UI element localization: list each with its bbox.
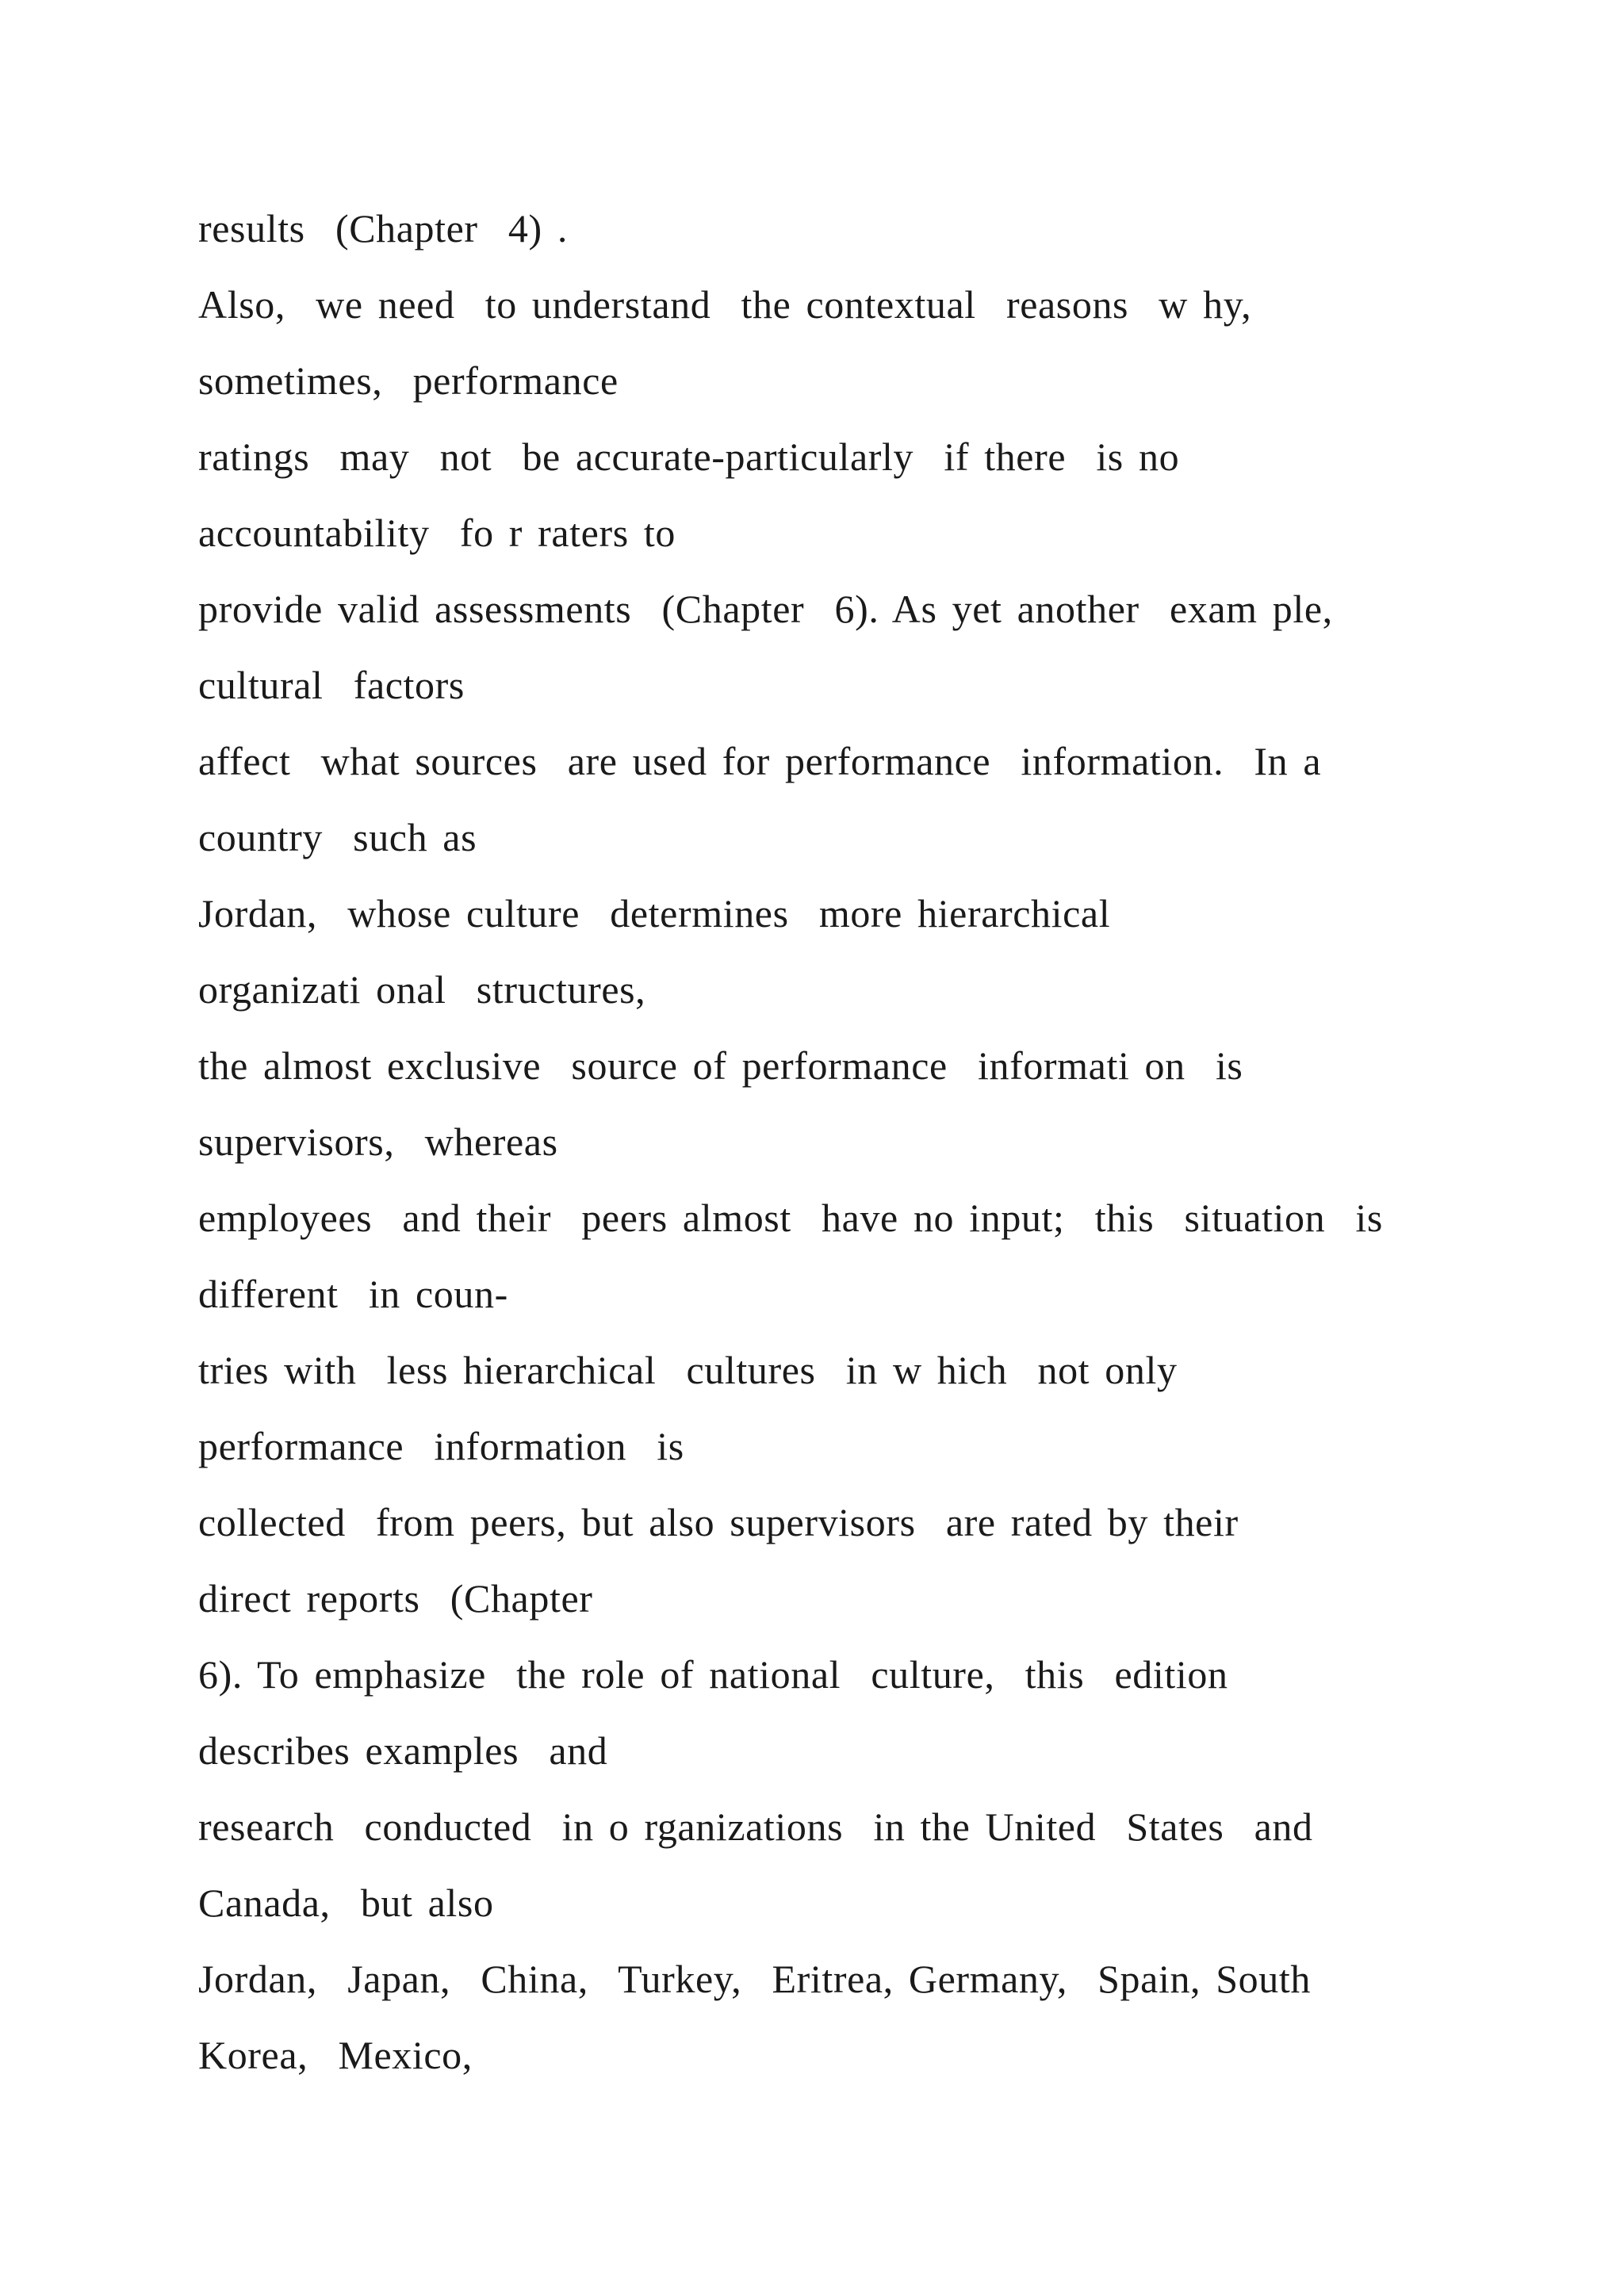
text-line: affect what sources are used for performance information. In a: [198, 739, 1322, 783]
text-line: the almost exclusive source of performance informati on is: [198, 1043, 1243, 1088]
text-line: Canada, but also: [198, 1881, 494, 1925]
text-line: performance information is: [198, 1424, 684, 1468]
text-line: organizati onal structures,: [198, 967, 646, 1012]
text-line: describes examples and: [198, 1728, 608, 1773]
text-line: sometimes, performance: [198, 358, 619, 403]
text-line: results (Chapter 4) .: [198, 206, 568, 251]
text-line: Korea, Mexico,: [198, 2033, 473, 2077]
text-line: ratings may not be accurate-particularly if there is no: [198, 434, 1180, 479]
text-line: accountability fo r raters to: [198, 511, 676, 555]
text-line: employees and their peers almost have no input; this situation is: [198, 1196, 1383, 1240]
text-line: Jordan, whose culture determines more hierarchical: [198, 891, 1111, 936]
text-line: 6). To emphasize the role of national culture, this edition: [198, 1652, 1228, 1697]
text-line: provide valid assessments (Chapter 6). As yet another exam ple,: [198, 587, 1333, 631]
text-line: supervisors, whereas: [198, 1119, 558, 1164]
text-line: different in coun-: [198, 1272, 508, 1316]
body-text: [198, 190, 1546, 2093]
text-line: Jordan, Japan, China, Turkey, Eritrea, Germany, Spain, South: [198, 1957, 1311, 2001]
text-line: Also, we need to understand the contextual reasons w hy,: [198, 282, 1252, 327]
text-line: cultural factors: [198, 663, 465, 707]
text-line: research conducted in o rganizations in the United States and: [198, 1804, 1313, 1849]
text-line: direct reports (Chapter: [198, 1576, 593, 1621]
text-line: tries with less hierarchical cultures in w hich not only: [198, 1348, 1178, 1392]
text-line: collected from peers, but also supervisors are rated by their: [198, 1500, 1239, 1544]
text-line: country such as: [198, 815, 477, 859]
